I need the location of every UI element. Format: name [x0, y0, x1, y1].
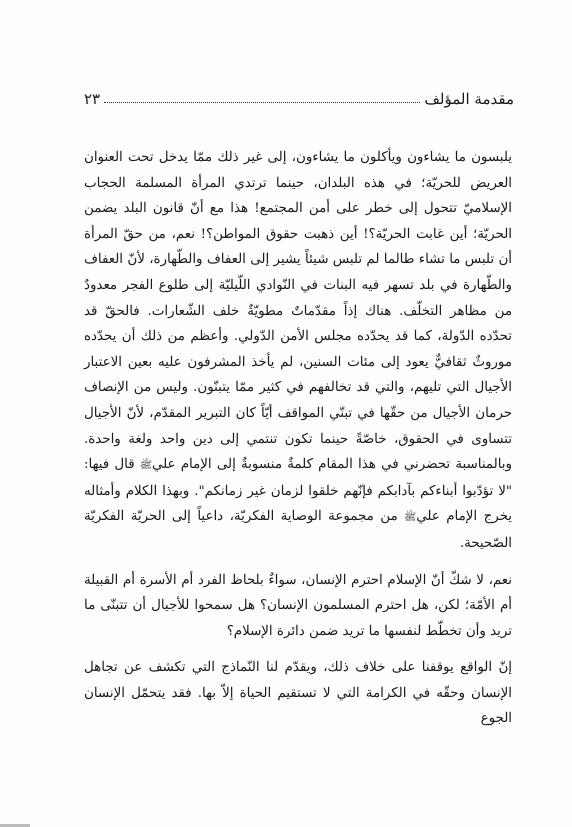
paragraph-1-quote: قال فيها: "لا تؤدّبوا أبناءكم بآدابكم فإنّهم خلقوا لزمان غير زمانكم". وبهذا الكلام وأمثاله يخرج الإمام علي: [84, 457, 512, 525]
body-text: [84, 145, 512, 732]
paragraph-3: إنّ الواقع يوقفنا على خلاف ذلك، ويقدّم لنا النّماذج التي تكشف عن تجاهل الإنسان وحقّه في الكرامة التي لا تستقيم الحياة إلاّ بها. فقد يتحمّل الإنسان الجوع: [84, 660, 512, 727]
page-number: ٢٣: [84, 90, 101, 108]
chapter-title: مقدمة المؤلف: [424, 90, 514, 108]
paragraph-1-text: يلبسون ما يشاءون ويأكلون ما يشاءون، إلى غير ذلك ممّا يدخل تحت العنوان العريض للحريّة؛ في هذه البلدان، حينما ترتدي المرأة المسلمة الحجاب الإسلاميّ تتحول إلى خطر على أمن المجتمع! هذا مع أنّ قانون البلد يضمن الحريّة؛ أين غابت الحريّة؟! أين ذهبت حقوق المواطن؟! نعم، من حقّ المرأة أن تلبس ما تشاء طالما لم تلبس شيئاً يشير إلى العفاف والطّهارة، لأنّ العفاف والطّهارة في بلد تسهر فيه البنات في النّوادي اللّيليّة إلى طلوع الفجر معدودٌ من مظاهر التخلّف. هناك إذاً مقدّماتٌ مطويّةٌ خلف الشّعارات. فالحقّ قد تحدّده الدّولة، كما قد يحدّده مجلس الأمن الدّولي. وأعظم من ذلك أن يحدّده موروثٌ ثقافيٌّ يعود إلى مئات السنين، لم يأخذ المشرفون عليه بعين الاعتبار الأجيال التي تليهم، والتي قد تخالفهم في كثير ممّا يتبنّون. وليس من الإنصاف حرمان الأجيال من حقّها في تبنّي المواقف أيّاً كان التبرير المقدّم، لأنّ الأجيال تتساوى في الحقوق، خاصّةً حينما تكون تنتمي إلى دين واحد ولغة واحدة. وبالمناسبة تحضرني في هذا المقام كلمةٌ منسوبةٌ إلى الإمام علي: [84, 150, 512, 473]
salutation-symbol: ﷺ: [139, 460, 152, 472]
paragraph-1-ending: من مجموعة الوصاية الفكريّة، داعياً إلى الحريّة الفكريّة الصّحيحة.: [84, 509, 512, 551]
running-header: [84, 84, 514, 108]
paragraph-1: [84, 145, 512, 557]
salutation-symbol: ﷺ: [404, 512, 417, 524]
paragraph-2: نعم، لا شكّ أنّ الإسلام احترم الإنسان، سواءٌ بلحاظ الفرد أم الأسرة أم القبيلة أم الأمّة؛ لكن، هل احترم المسلمون الإنسان؟ هل سمحوا للأجيال أن تتبنّى ما تريد وأن تخطّط لنفسها ما تريد ضمن دائرة الإسلام؟: [84, 572, 512, 639]
header-leader-dots: [104, 102, 420, 103]
